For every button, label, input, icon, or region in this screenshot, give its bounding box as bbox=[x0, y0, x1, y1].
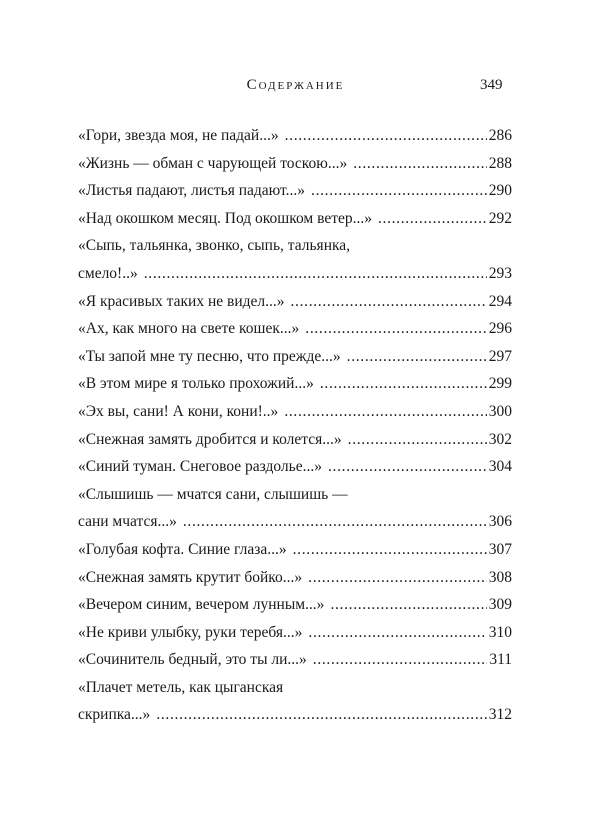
toc-entry bbox=[78, 370, 512, 398]
dot-leader bbox=[291, 288, 487, 316]
toc-entry bbox=[78, 591, 512, 619]
dot-leader bbox=[348, 426, 487, 454]
toc-entry-title: «Снежная замять дробится и колется...» bbox=[78, 430, 342, 448]
dot-leader bbox=[378, 205, 487, 233]
dot-leader bbox=[308, 564, 487, 592]
toc-entry-title: «Над окошком месяц. Под окошком ветер...» bbox=[78, 209, 372, 227]
toc-entry-page: 290 bbox=[488, 182, 512, 200]
dot-leader bbox=[284, 398, 486, 426]
toc-entry-page: 299 bbox=[488, 375, 512, 393]
toc-entry bbox=[78, 343, 512, 371]
toc-entry-page: 300 bbox=[488, 402, 512, 420]
dot-leader bbox=[285, 122, 487, 150]
toc-entry-title: «Гори, звезда моя, не падай...» bbox=[78, 127, 279, 144]
toc-entry-page: 312 bbox=[488, 706, 512, 724]
toc-entry bbox=[78, 315, 512, 343]
toc-entry bbox=[78, 426, 512, 454]
running-head bbox=[0, 74, 591, 96]
toc-entry-title: «Снежная замять крутит бойко...» bbox=[78, 568, 303, 586]
toc-entry bbox=[78, 453, 512, 481]
toc-entry-page: 286 bbox=[488, 127, 512, 144]
toc-entry-title: «Ах, как много на свете кошек...» bbox=[78, 320, 300, 338]
toc-entry-title: «Синий туман. Снеговое раздолье...» bbox=[78, 458, 322, 476]
toc-entry-title-line1: «Сыпь, тальянка, звонко, сыпь, тальянка, bbox=[78, 237, 351, 255]
toc-entry-title: «Ты запой мне ту песню, что прежде...» bbox=[78, 347, 341, 365]
toc-entry-title-line2: скрипка...» bbox=[78, 706, 151, 724]
dot-leader bbox=[328, 453, 487, 481]
toc-entry-page: 288 bbox=[488, 154, 512, 172]
toc-entry-title: «Сочинитель бедный, это ты ли...» bbox=[78, 651, 307, 669]
toc-entry-title-line2: сани мчатся...» bbox=[78, 513, 177, 531]
dot-leader bbox=[320, 370, 487, 398]
toc-entry-title: «Я красивых таких не видел...» bbox=[78, 292, 285, 310]
dot-leader bbox=[293, 536, 487, 564]
dot-leader bbox=[353, 150, 487, 178]
toc-entry bbox=[78, 288, 512, 316]
dot-leader bbox=[347, 343, 487, 371]
toc-entry-title: «Листья падают, листья падают...» bbox=[78, 182, 306, 200]
toc-entry-page: 296 bbox=[488, 320, 512, 338]
toc-entry-page: 293 bbox=[488, 264, 512, 282]
toc-entry-page: 310 bbox=[488, 623, 512, 641]
toc-entry-title: «Жизнь — обман с чарующей тоскою...» bbox=[78, 154, 348, 172]
toc-entry-title: «В этом мире я только прохожий...» bbox=[78, 375, 314, 393]
toc-entry bbox=[78, 122, 512, 150]
toc-entry bbox=[78, 481, 512, 536]
toc-entry bbox=[78, 646, 512, 674]
toc-entry bbox=[78, 564, 512, 592]
toc-entry-title-line1: «Слышишь — мчатся сани, слышишь — bbox=[78, 485, 348, 503]
page-number: 349 bbox=[480, 77, 503, 93]
toc-entry-page: 292 bbox=[488, 209, 512, 227]
dot-leader bbox=[144, 260, 487, 288]
toc-entry-page: 304 bbox=[488, 458, 512, 476]
toc-entry-page: 306 bbox=[488, 513, 512, 531]
toc-entry-page: 294 bbox=[488, 292, 512, 310]
toc-entry-page: 302 bbox=[488, 430, 512, 448]
section-title: Содержание bbox=[246, 77, 345, 93]
toc-entry-title-line1: «Плачет метель, как цыганская bbox=[78, 678, 284, 696]
toc-entry-page: 308 bbox=[488, 568, 512, 586]
dot-leader bbox=[305, 315, 486, 343]
toc-entry-title: «Эх вы, сани! А кони, кони!..» bbox=[78, 402, 279, 420]
table-of-contents bbox=[78, 122, 512, 729]
dot-leader bbox=[156, 701, 486, 729]
toc-entry bbox=[78, 177, 512, 205]
toc-entry-page: 297 bbox=[488, 347, 512, 365]
toc-entry bbox=[78, 205, 512, 233]
toc-entry-page: 307 bbox=[488, 540, 512, 558]
dot-leader bbox=[311, 177, 487, 205]
toc-entry-page: 309 bbox=[488, 596, 512, 614]
dot-leader bbox=[330, 591, 486, 619]
dot-leader bbox=[313, 646, 488, 674]
toc-entry-page: 311 bbox=[489, 651, 512, 669]
toc-entry bbox=[78, 232, 512, 287]
toc-entry bbox=[78, 536, 512, 564]
toc-entry bbox=[78, 150, 512, 178]
toc-entry-title-line2: смело!..» bbox=[78, 264, 138, 282]
toc-entry bbox=[78, 398, 512, 426]
toc-entry-title: «Голубая кофта. Синие глаза...» bbox=[78, 540, 287, 558]
dot-leader bbox=[308, 619, 486, 647]
toc-entry bbox=[78, 619, 512, 647]
toc-entry bbox=[78, 674, 512, 729]
dot-leader bbox=[183, 508, 487, 536]
toc-entry-title: «Не криви улыбку, руки теребя...» bbox=[78, 623, 303, 641]
toc-entry-title: «Вечером синим, вечером лунным...» bbox=[78, 596, 325, 614]
